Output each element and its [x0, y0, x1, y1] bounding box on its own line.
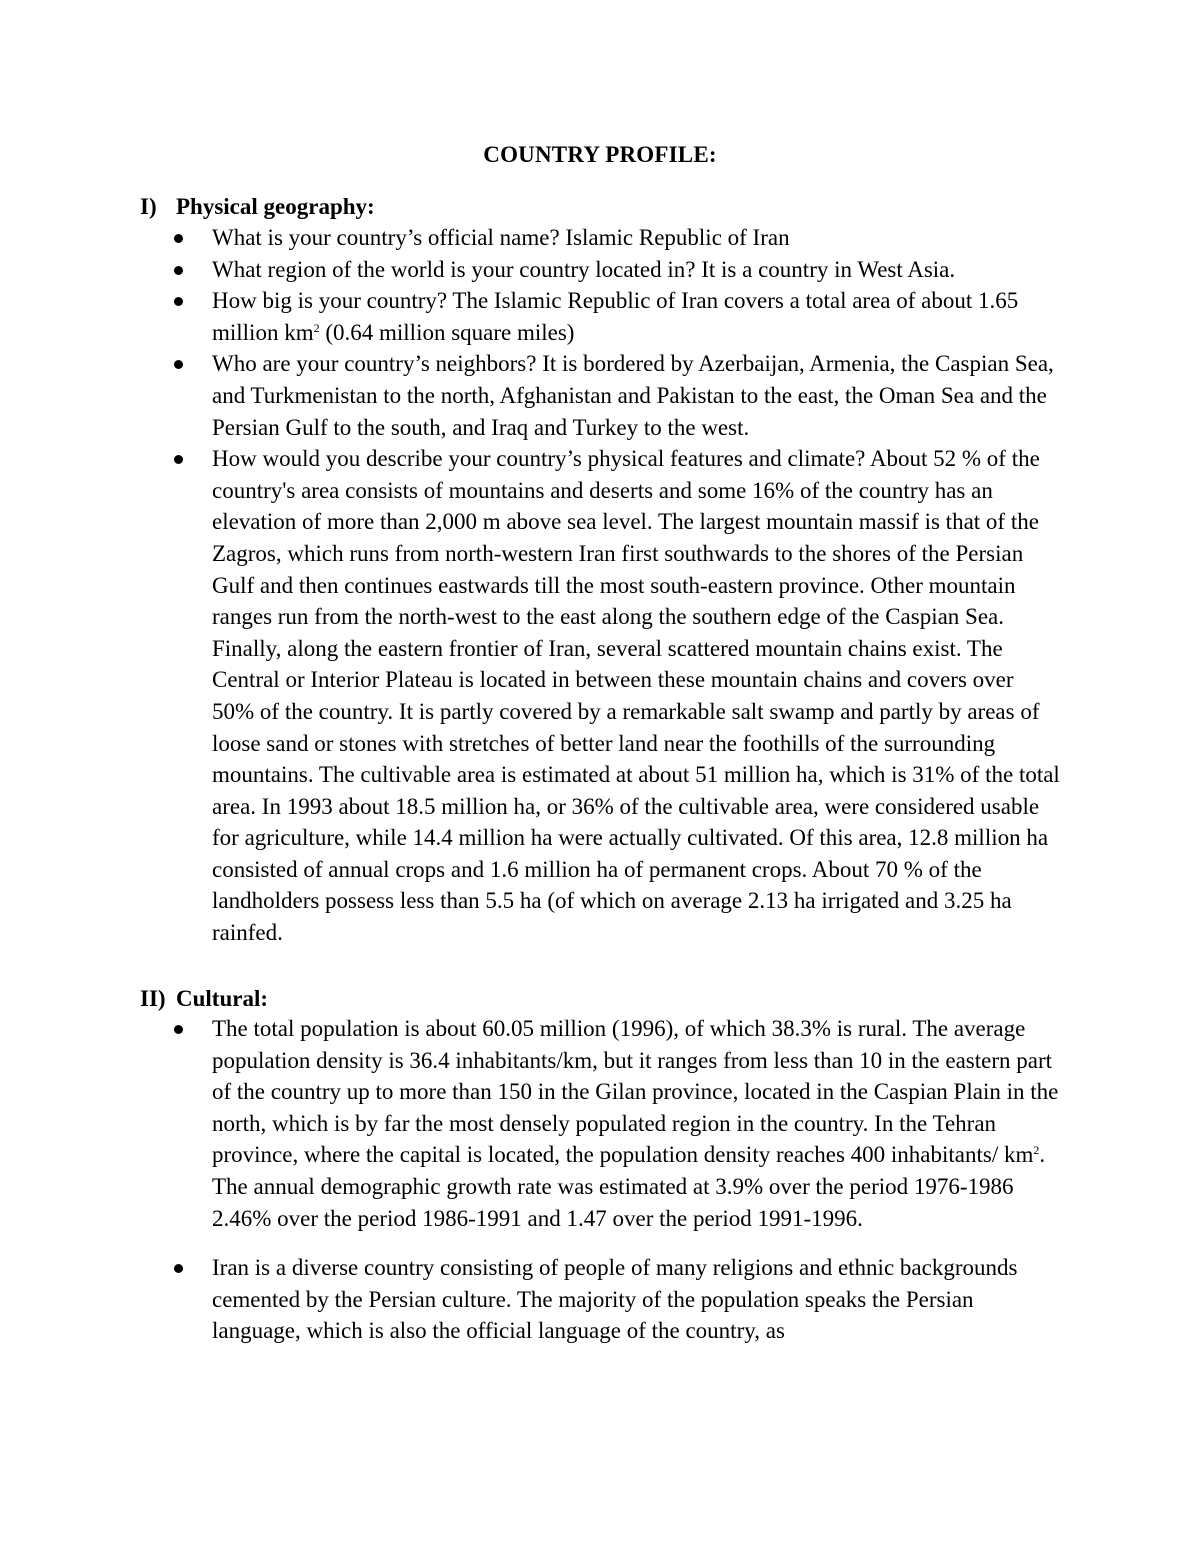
list-item-text: How would you describe your country’s physical features and climate? About 52 % of the country's area consists of mountains and deserts and some 16% of the country has an elevation of more than 2,000 m above sea level. The largest mountain massif is that of the Zagros, which runs from north-western Iran first southwards to the shores of the Persian Gulf and then continues eastwards till the most south-eastern province. Other mountain ranges run from the north-west to the east along the southern edge of the Caspian Sea. Finally, along the eastern frontier of Iran, several scattered mountain chains exist. The Central or Interior Plateau is located in between these mountain chains and covers over 50% of the country. It is partly covered by a remarkable salt swamp and partly by areas of loose sand or stones with stretches of better land near the foothills of the surrounding mountains. The cultivable area is estimated at about 51 million ha, which is 31% of the total area. In 1993 about 18.5 million ha, or 36% of the cultivable area, were considered usable for agriculture, while 14.4 million ha were actually cultivated. Of this area, 12.8 million ha consisted of annual crops and 1.6 million ha of permanent crops. About 70 % of the landholders possess less than 5.5 ha (of which on average 2.13 ha irrigated and 3.25 ha rainfed.	[212, 446, 1060, 946]
bullet-icon	[174, 360, 183, 369]
area-superscript: 2	[313, 320, 320, 335]
bullet-icon	[174, 1264, 183, 1273]
list-item	[0, 1013, 1060, 1234]
list-item-text: What region of the world is your country located in? It is a country in West Asia.	[212, 256, 956, 282]
list-item	[0, 285, 1060, 348]
list-item	[0, 1252, 1060, 1347]
area-value: 1.65 million km	[212, 288, 1019, 345]
list-item	[0, 348, 1060, 443]
list-item	[0, 254, 1060, 286]
list-item-text-continued: . The annual demographic growth rate was estimated at 3.9% over the period 1976-1986 2.46% over the period 1986-1991 and 1.47 over the period 1991-1996.	[212, 1142, 1046, 1231]
section-number: I)	[140, 194, 157, 219]
list-item	[0, 443, 1060, 949]
bullet-icon	[174, 1025, 183, 1034]
bullet-icon	[174, 455, 183, 464]
section-title: Cultural:	[176, 986, 268, 1011]
list-item-text: How big is your country? The Islamic Republic of Iran covers a total area of about	[212, 288, 973, 314]
section-title: Physical geography:	[176, 194, 375, 219]
cultural-list	[0, 1013, 1060, 1347]
list-item-text: Iran is a diverse country consisting of people of many religions and ethnic backgrounds cemented by the Persian culture. The majority of the population speaks the Persian language, which is also the official language of the country, as	[212, 1255, 1018, 1344]
list-item-text: Who are your country’s neighbors? It is bordered by Azerbaijan, Armenia, the Caspian Sea, and Turkmenistan to the north, Afghanistan and Pakistan to the east, the Oman Sea and the Persian Gulf to the south, and Iraq and Turkey to the west.	[212, 351, 1054, 440]
bullet-icon	[174, 266, 183, 275]
page-title: COUNTRY PROFILE:	[483, 142, 717, 167]
section-heading-physical-geography	[140, 191, 375, 223]
bullet-icon	[174, 234, 183, 243]
area-conversion: (0.64 million square miles)	[325, 319, 575, 345]
physical-geography-list	[0, 222, 1060, 949]
density-superscript: 2	[1033, 1143, 1040, 1158]
list-item-text: The total population is about 60.05 million (1996), of which 38.3% is rural. The average population density is 36.4 inhabitants/km, but it ranges from less than 10 in the eastern part of the country up to more than 150 in the Gilan province, located in the Caspian Plain in the north, which is by far the most densely populated region in the country. In the Tehran province, where the capital is located, the population density reaches 400 inhabitants/ km	[212, 1016, 1059, 1168]
bullet-icon	[174, 297, 183, 306]
section-heading-cultural	[140, 983, 268, 1015]
list-item-text: What is your country’s official name? Islamic Republic of Iran	[212, 225, 790, 250]
list-item	[0, 222, 1060, 254]
section-number: II)	[140, 986, 166, 1011]
